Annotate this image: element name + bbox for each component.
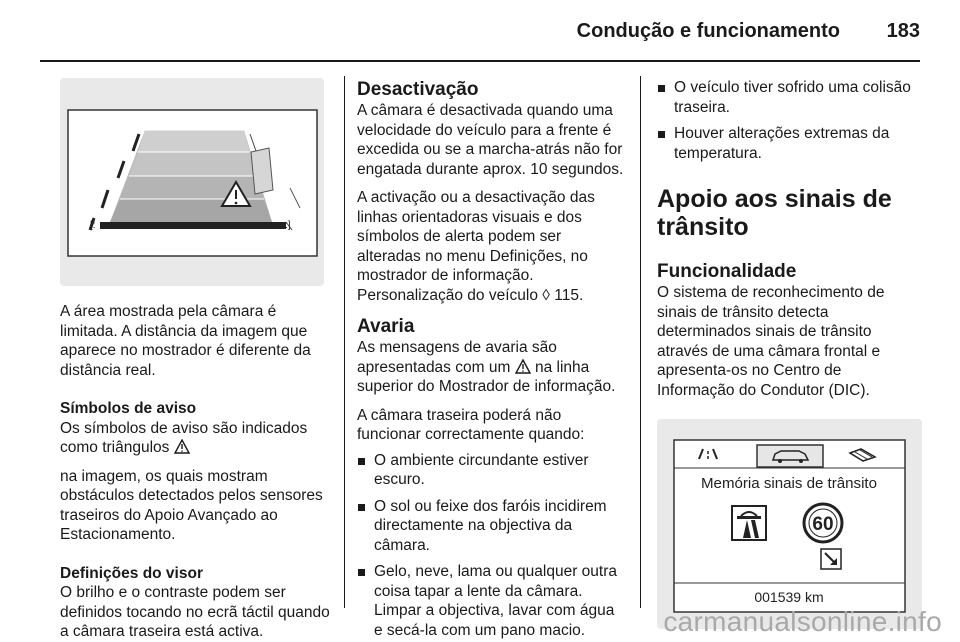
paragraph-warning-detail: na imagem, os quais mostram obstáculos detectados pelos sensores traseiros do Apoio Avançado ao Estacionamento.: [60, 467, 323, 543]
page-reference[interactable]: 115.: [554, 286, 584, 304]
fault-text-part1: As mensagens de avaria são apresentadas com um: [357, 339, 557, 376]
paragraph-activation-settings: [357, 188, 625, 305]
column-middle: [357, 79, 625, 642]
activation-settings-text: A activação ou a desactivação das linhas orientadoras visuais e dos símbolos de alerta podem ser alteradas no menu Definições, no mostrador de informação. Personalização do veículo: [357, 189, 595, 304]
heading-warning-symbols: Símbolos de aviso: [60, 400, 197, 417]
column-left: [60, 78, 336, 642]
list-item: O sol ou feixe dos faróis incidirem directamente na objectiva da câmara.: [357, 497, 625, 556]
warning-triangle-icon: [515, 359, 531, 374]
page-reference-icon: ◊: [542, 286, 550, 304]
list-item: Gelo, neve, lama ou qualquer outra coisa tapar a lente da câmara. Limpar a objectiva, lavar com água e secá-la com um pano macio.: [357, 562, 625, 640]
dic-traffic-sign-display: [657, 419, 922, 629]
rear-camera-display-illustration: [60, 78, 324, 286]
svg-text:[:: [:: [90, 220, 96, 231]
heading-fault: Avaria: [357, 316, 415, 337]
chapter-title: Condução e funcionamento: [576, 20, 840, 42]
header-divider: [40, 60, 920, 62]
diagonal-arrow-icon: [821, 549, 841, 569]
motorway-sign-icon: [732, 506, 766, 540]
warning-triangle-icon: [174, 439, 190, 454]
paragraph-deactivation: A câmara é desactivada quando uma velocidade do veículo para a frente é excedida ou se a marcha-atrás não for engatada durante aprox. 10 segundos.: [357, 102, 624, 178]
paragraph-fault-conditions: A câmara traseira poderá não funcionar correctamente quando:: [357, 406, 585, 443]
list-item: O ambiente circundante estiver escuro.: [357, 451, 625, 490]
rear-camera-figure: [60, 78, 324, 286]
fault-conditions-list: [357, 451, 625, 641]
paragraph-warning-symbols: [60, 419, 336, 458]
heading-display-settings: Definições do visor: [60, 564, 203, 582]
fault-text-part2: na linha superior do Mostrador de informação.: [357, 358, 616, 395]
column-divider: [640, 76, 641, 608]
paragraph-fault: [357, 338, 625, 397]
heading-deactivation: Desactivação: [357, 79, 479, 100]
paragraph-camera-area: A área mostrada pela câmara é limitada. A distância da imagem que aparece no mostrador é diferente da distância real.: [60, 303, 311, 379]
speed-limit-value: 60: [812, 514, 834, 535]
warning-text-part1: Os símbolos de aviso são indicados como triângulos: [60, 419, 308, 456]
section-title-traffic-sign-assistant: Apoio aos sinais de trânsito: [657, 185, 892, 241]
heading-functionality: Funcionalidade: [657, 261, 797, 282]
column-right: [657, 78, 922, 629]
speed-limit-sign: [804, 504, 842, 542]
fault-conditions-list-continued: [657, 78, 922, 163]
page-number: 183: [886, 20, 920, 42]
column-divider: [344, 76, 345, 608]
list-item: O veículo tiver sofrido uma colisão traseira.: [657, 78, 922, 117]
odometer-reading: 001539 km: [754, 589, 824, 605]
paragraph-display-settings: O brilho e o contraste podem ser definidos tocando no ecrã táctil quando a câmara traseira está activa.: [60, 584, 330, 640]
watermark: carmanualsonline.info: [663, 606, 942, 637]
paragraph-functionality: O sistema de reconhecimento de sinais de trânsito detecta determinados sinais de trânsito através de uma câmara frontal e apresenta-os no Centro de Informação do Condutor (DIC).: [657, 284, 885, 399]
traffic-sign-figure: [657, 419, 922, 629]
memory-label: Memória sinais de trânsito: [701, 475, 877, 492]
list-item: Houver alterações extremas da temperatura.: [657, 124, 922, 163]
svg-text::]: :]: [285, 220, 291, 231]
